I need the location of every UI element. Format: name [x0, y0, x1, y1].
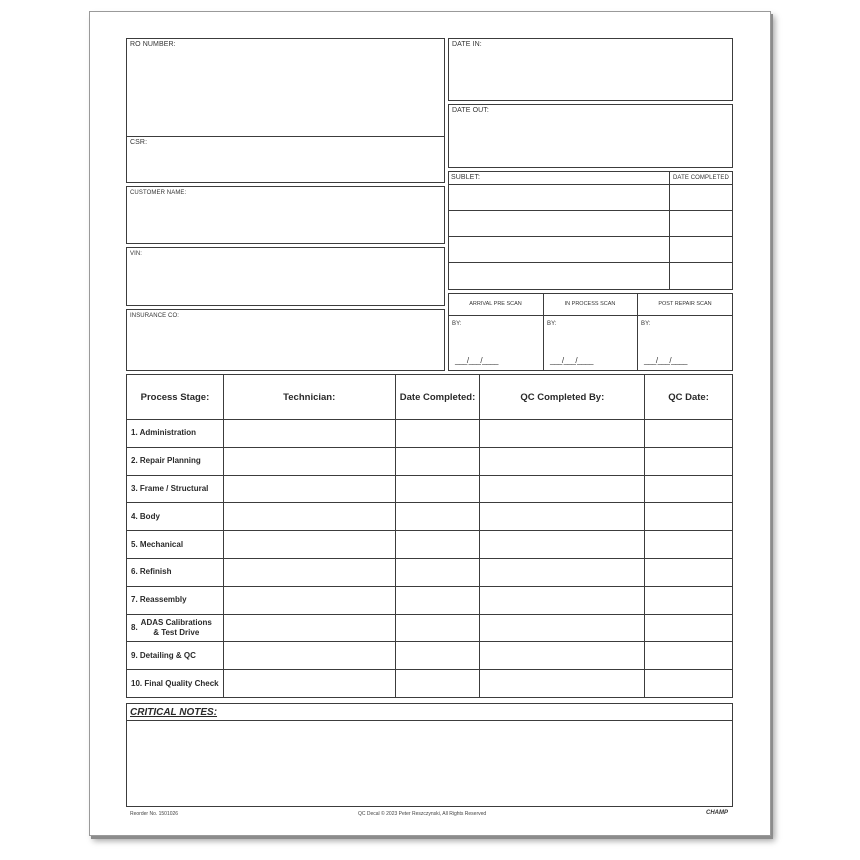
table-row: [127, 447, 733, 475]
vin-box[interactable]: [126, 247, 445, 306]
stage-cell: [127, 531, 224, 559]
stage-cell: [127, 614, 224, 642]
qc-completed-by-cell[interactable]: [480, 447, 645, 475]
technician-cell[interactable]: [223, 503, 395, 531]
qc-completed-by-cell[interactable]: [480, 586, 645, 614]
date-completed-cell[interactable]: [395, 558, 480, 586]
date-completed-cell[interactable]: [395, 447, 480, 475]
technician-header: Technician:: [223, 375, 395, 420]
table-row: [127, 531, 733, 559]
date-completed-cell[interactable]: [395, 475, 480, 503]
post-repair-scan-by-label: BY:: [641, 321, 651, 327]
qc-completed-by-cell[interactable]: [480, 670, 645, 698]
technician-cell[interactable]: [223, 586, 395, 614]
date-completed-cell[interactable]: [395, 614, 480, 642]
critical-notes-divider: [126, 720, 733, 721]
critical-notes-title: CRITICAL NOTES:: [130, 707, 218, 718]
sublet-row-line: [448, 210, 733, 211]
qc-completed-by-cell[interactable]: [480, 531, 645, 559]
insurance-label: INSURANCE CO:: [130, 313, 179, 319]
table-row: [127, 503, 733, 531]
sublet-box: [448, 171, 733, 290]
technician-cell[interactable]: [223, 447, 395, 475]
vin-label: VIN:: [130, 251, 143, 257]
qc-date-cell[interactable]: [645, 558, 733, 586]
sublet-date-completed-label: DATE COMPLETED: [673, 175, 729, 181]
copyright-notice: QC Decal © 2023 Peter Reszczynski, All Rights Reserved: [358, 811, 487, 817]
stage-cell: [127, 447, 224, 475]
qc-date-cell[interactable]: [645, 503, 733, 531]
table-row: [127, 558, 733, 586]
qc-date-cell[interactable]: [645, 475, 733, 503]
date-completed-cell[interactable]: [395, 642, 480, 670]
qc-date-cell[interactable]: [645, 642, 733, 670]
technician-cell[interactable]: [223, 614, 395, 642]
technician-cell[interactable]: [223, 531, 395, 559]
in-process-scan-date-blank[interactable]: ___/___/____: [550, 356, 593, 365]
stage-cell: [127, 558, 224, 586]
stage-name: Repair Planning: [139, 456, 201, 466]
stage-number: 8.: [131, 622, 138, 632]
date-completed-cell[interactable]: [395, 586, 480, 614]
qc-completed-by-cell[interactable]: [480, 420, 645, 448]
qc-date-cell[interactable]: [645, 586, 733, 614]
stage-name: Frame / Structural: [139, 483, 209, 493]
process-stage-table: [126, 374, 733, 698]
stage-name-line-1: ADAS Calibrations: [140, 617, 212, 627]
technician-cell[interactable]: [223, 475, 395, 503]
stage-name: Detailing & QC: [139, 650, 196, 660]
stage-number: 7.: [131, 595, 138, 605]
qc-date-cell[interactable]: [645, 420, 733, 448]
stage-number: 3.: [131, 483, 138, 493]
stage-name: Body: [139, 511, 160, 521]
qc-completed-by-cell[interactable]: [480, 475, 645, 503]
stage-cell: [127, 475, 224, 503]
customer-name-label: CUSTOMER NAME:: [130, 190, 187, 196]
table-row: [127, 475, 733, 503]
process-stage-header: Process Stage:: [127, 375, 224, 420]
technician-cell[interactable]: [223, 420, 395, 448]
qc-completed-by-cell[interactable]: [480, 642, 645, 670]
stage-number: 6.: [131, 567, 138, 577]
sublet-row-line: [448, 184, 733, 185]
date-out-box[interactable]: [448, 104, 733, 168]
qc-completed-by-cell[interactable]: [480, 558, 645, 586]
ro-csr-box: [126, 38, 445, 183]
table-row: [127, 670, 733, 698]
stage-name: Administration: [139, 428, 197, 438]
stage-number: 1.: [131, 428, 138, 438]
post-repair-scan-date-blank[interactable]: ___/___/____: [644, 356, 687, 365]
stage-number: 4.: [131, 511, 138, 521]
technician-cell[interactable]: [223, 642, 395, 670]
csr-label: CSR:: [130, 139, 148, 146]
stage-cell: [127, 586, 224, 614]
in-process-scan-title: IN PROCESS SCAN: [564, 301, 616, 307]
qc-date-cell[interactable]: [645, 614, 733, 642]
stage-cell: [127, 670, 224, 698]
stage-number: 9.: [131, 650, 138, 660]
stage-name-line-2: & Test Drive: [153, 627, 200, 637]
sublet-row-line: [448, 262, 733, 263]
table-row: [127, 614, 733, 642]
table-row: [127, 586, 733, 614]
date-in-label: DATE IN:: [452, 41, 482, 48]
date-in-box[interactable]: [448, 38, 733, 101]
post-repair-scan-title: POST REPAIR SCAN: [658, 301, 712, 307]
table-row: [127, 642, 733, 670]
qc-completed-by-header: QC Completed By:: [480, 375, 645, 420]
stage-name: Mechanical: [139, 539, 184, 549]
date-out-label: DATE OUT:: [452, 107, 489, 114]
sublet-row-line: [448, 236, 733, 237]
stage-cell: [127, 503, 224, 531]
in-process-scan-by-label: BY:: [547, 321, 557, 327]
date-completed-cell[interactable]: [395, 670, 480, 698]
table-header-row: [127, 375, 733, 420]
technician-cell[interactable]: [223, 670, 395, 698]
qc-date-cell[interactable]: [645, 447, 733, 475]
reorder-number: Reorder No. 1501026: [130, 811, 179, 817]
date-completed-cell[interactable]: [395, 503, 480, 531]
qc-completed-by-cell[interactable]: [480, 614, 645, 642]
arrival-pre-scan-title: ARRIVAL PRE SCAN: [469, 301, 522, 307]
table-row: [127, 420, 733, 448]
stage-number: 10.: [131, 678, 143, 688]
stage-name: Reassembly: [139, 595, 187, 605]
date-completed-header: Date Completed:: [395, 375, 480, 420]
qc-date-cell[interactable]: [645, 670, 733, 698]
date-completed-cell[interactable]: [395, 531, 480, 559]
sublet-label: SUBLET:: [451, 174, 481, 181]
stage-name: Final Quality Check: [144, 678, 219, 688]
stage-name: Refinish: [139, 567, 172, 577]
arrival-pre-scan-by-label: BY:: [452, 321, 462, 327]
critical-notes-box[interactable]: [126, 703, 733, 807]
scan-header-line: [448, 315, 733, 316]
stage-number: 5.: [131, 539, 138, 549]
brand-logo: CHAMP: [706, 810, 728, 816]
ro-number-label: RO NUMBER:: [130, 41, 176, 48]
date-completed-cell[interactable]: [395, 420, 480, 448]
ro-csr-divider: [126, 136, 445, 137]
qc-date-cell[interactable]: [645, 531, 733, 559]
stage-number: 2.: [131, 456, 138, 466]
qc-completed-by-cell[interactable]: [480, 503, 645, 531]
stage-cell: [127, 420, 224, 448]
sublet-column-divider: [669, 171, 670, 290]
stage-cell: [127, 642, 224, 670]
arrival-pre-scan-date-blank[interactable]: ___/___/____: [455, 356, 498, 365]
qc-date-header: QC Date:: [645, 375, 733, 420]
technician-cell[interactable]: [223, 558, 395, 586]
